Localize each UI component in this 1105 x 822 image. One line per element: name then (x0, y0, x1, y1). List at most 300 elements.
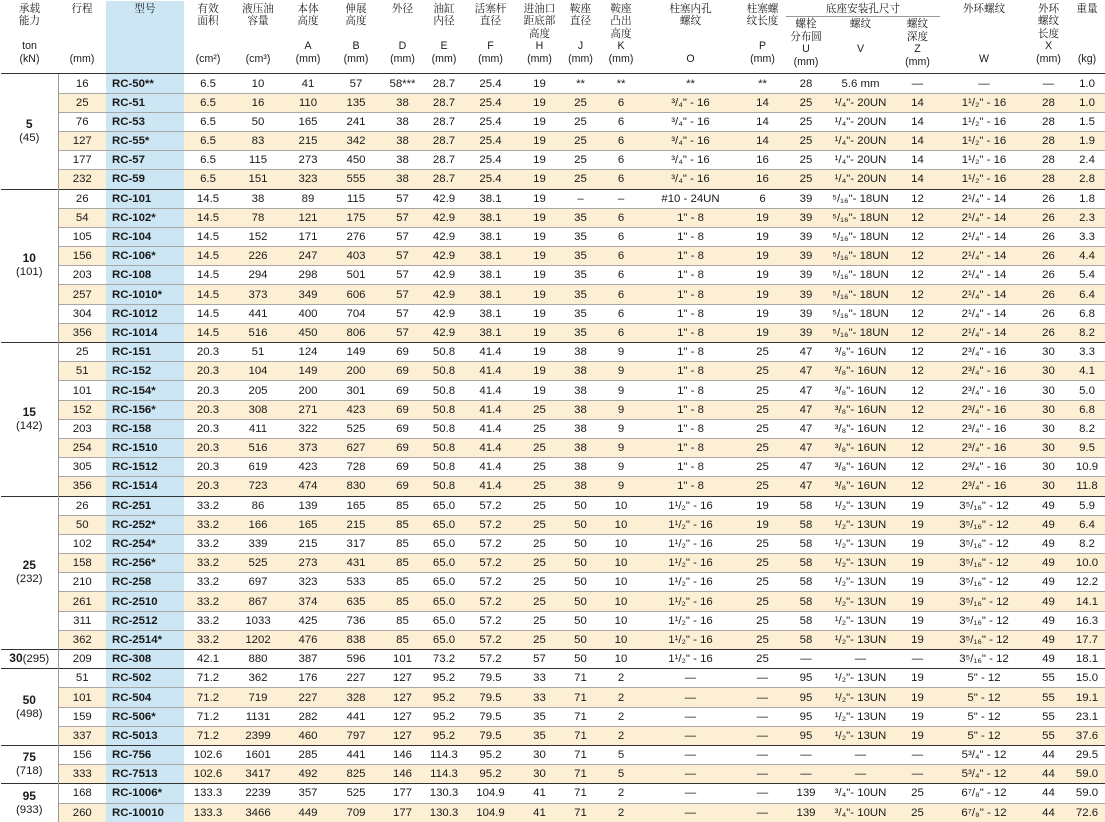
model-cell: RC-10010 (106, 803, 184, 822)
rod-cell: 25.4 (463, 112, 518, 131)
plunger-thread-length-cell: — (739, 803, 786, 822)
capacity-kn: (295) (22, 653, 50, 666)
inlet-height-cell: 25 (518, 592, 561, 611)
stroke-cell: 25 (58, 93, 106, 112)
base-thread-cell: ³/₈"- 16UN (826, 362, 895, 381)
base-thread-cell: ⁵/₁₆"- 18UN (826, 304, 895, 323)
table-body (1, 74, 1105, 822)
saddle-diameter-cell: 50 (561, 650, 600, 669)
saddle-protrusion-cell: 10 (600, 630, 642, 649)
weight-cell: 2.4 (1069, 151, 1105, 170)
weight-cell: 5.9 (1069, 496, 1105, 515)
model-cell: RC-156* (106, 400, 184, 419)
stroke-cell: 25 (58, 343, 106, 362)
model-cell: RC-1512 (106, 458, 184, 477)
collar-thread-cell: 3⁵/₁₆" - 12 (940, 515, 1028, 534)
oil-capacity-cell: 619 (232, 458, 284, 477)
extended-height-cell: 555 (332, 170, 380, 189)
oil-capacity-cell: 1131 (232, 707, 284, 726)
body-height-cell: 492 (284, 765, 332, 784)
weight-cell: 3.3 (1069, 227, 1105, 246)
extended-height-cell: 533 (332, 573, 380, 592)
table-row (1, 438, 1105, 457)
plunger-thread-length-cell: 25 (739, 381, 786, 400)
weight-cell: 1.5 (1069, 112, 1105, 131)
base-thread-cell: ⁵/₁₆"- 18UN (826, 247, 895, 266)
bolt-circle-cell: 28 (786, 74, 826, 93)
inlet-height-cell: 19 (518, 131, 561, 150)
collar-thread-length-cell: 26 (1028, 285, 1069, 304)
saddle-protrusion-cell: 2 (600, 784, 642, 803)
rod-cell: 95.2 (463, 745, 518, 764)
collar-thread-cell: 2³/₄" - 16 (940, 458, 1028, 477)
body-height-cell: 298 (284, 266, 332, 285)
base-thread-cell: — (826, 765, 895, 784)
collar-thread-cell: 3⁵/₁₆" - 12 (940, 554, 1028, 573)
header-rod: 活塞杆 直径 F (mm) (463, 1, 518, 74)
table-row (1, 726, 1105, 745)
table-row (1, 707, 1105, 726)
base-thread-cell: ⁵/₁₆"- 18UN (826, 208, 895, 227)
outer-diameter-cell: 69 (380, 477, 425, 496)
bore-cell: 28.7 (425, 74, 463, 93)
model-cell: RC-53 (106, 112, 184, 131)
saddle-protrusion-cell: 10 (600, 515, 642, 534)
rod-cell: 57.2 (463, 534, 518, 553)
body-height-cell: 165 (284, 112, 332, 131)
outer-diameter-cell: 38 (380, 93, 425, 112)
model-cell: RC-7513 (106, 765, 184, 784)
collar-thread-cell: 2¹/₄" - 14 (940, 304, 1028, 323)
stroke-cell: 159 (58, 707, 106, 726)
saddle-protrusion-cell: 2 (600, 726, 642, 745)
base-thread-depth-cell: 19 (895, 611, 940, 630)
table-row (1, 803, 1105, 822)
inlet-height-cell: 25 (518, 458, 561, 477)
plunger-thread-length-cell: — (739, 726, 786, 745)
base-thread-cell: ³/₈"- 16UN (826, 438, 895, 457)
header-effective-area: 有效 面积 (cm²) (184, 1, 232, 74)
outer-diameter-cell: 69 (380, 381, 425, 400)
base-thread-depth-cell: 12 (895, 477, 940, 496)
plunger-thread-length-cell: 6 (739, 189, 786, 208)
body-height-cell: 400 (284, 304, 332, 323)
saddle-diameter-cell: 71 (561, 688, 600, 707)
base-thread-cell: ¹/₂"- 13UN (826, 669, 895, 688)
saddle-diameter-cell: 25 (561, 151, 600, 170)
outer-diameter-cell: 69 (380, 400, 425, 419)
weight-cell: 17.7 (1069, 630, 1105, 649)
weight-cell: 2.8 (1069, 170, 1105, 189)
weight-cell: 6.8 (1069, 304, 1105, 323)
saddle-diameter-cell: 71 (561, 765, 600, 784)
table-row (1, 247, 1105, 266)
bore-cell: 42.9 (425, 266, 463, 285)
effective-area-cell: 20.3 (184, 400, 232, 419)
base-thread-cell: ¹/₂"- 13UN (826, 573, 895, 592)
saddle-protrusion-cell: 6 (600, 170, 642, 189)
inlet-height-cell: 25 (518, 515, 561, 534)
oil-capacity-cell: 2399 (232, 726, 284, 745)
oil-capacity-cell: 1601 (232, 745, 284, 764)
effective-area-cell: 33.2 (184, 573, 232, 592)
base-thread-cell: ³/₈"- 16UN (826, 343, 895, 362)
plunger-thread-cell: 1" - 8 (642, 227, 739, 246)
saddle-diameter-cell: 35 (561, 323, 600, 342)
plunger-thread-cell: — (642, 745, 739, 764)
collar-thread-cell: 3⁵/₁₆" - 12 (940, 650, 1028, 669)
bolt-circle-cell: 39 (786, 208, 826, 227)
effective-area-cell: 42.1 (184, 650, 232, 669)
inlet-height-cell: 19 (518, 247, 561, 266)
collar-thread-length-cell: 55 (1028, 669, 1069, 688)
extended-height-cell: 627 (332, 438, 380, 457)
stroke-cell: 232 (58, 170, 106, 189)
base-thread-cell: ⁵/₁₆"- 18UN (826, 323, 895, 342)
load-capacity-cell (1, 784, 58, 822)
header-oil-capacity: 液压油 容量 (cm³) (232, 1, 284, 74)
body-height-cell: 323 (284, 573, 332, 592)
effective-area-cell: 6.5 (184, 93, 232, 112)
oil-capacity-cell: 115 (232, 151, 284, 170)
plunger-thread-length-cell: ** (739, 74, 786, 93)
model-cell: RC-1010* (106, 285, 184, 304)
rod-cell: 41.4 (463, 400, 518, 419)
collar-thread-cell: 2³/₄" - 16 (940, 419, 1028, 438)
plunger-thread-cell: 1" - 8 (642, 381, 739, 400)
plunger-thread-length-cell: 25 (739, 438, 786, 457)
capacity-kn: (45) (19, 131, 40, 144)
outer-diameter-cell: 57 (380, 304, 425, 323)
stroke-cell: 156 (58, 745, 106, 764)
collar-thread-cell: 1¹/₂" - 16 (940, 131, 1028, 150)
body-height-cell: 273 (284, 554, 332, 573)
oil-capacity-cell: 723 (232, 477, 284, 496)
weight-cell: 1.0 (1069, 93, 1105, 112)
collar-thread-cell: 6⁷/₈" - 12 (940, 784, 1028, 803)
body-height-cell: 423 (284, 458, 332, 477)
collar-thread-length-cell: 44 (1028, 765, 1069, 784)
outer-diameter-cell: 85 (380, 573, 425, 592)
header-weight: 重量 (kg) (1069, 1, 1105, 74)
body-height-cell: 247 (284, 247, 332, 266)
collar-thread-length-cell: 28 (1028, 131, 1069, 150)
collar-thread-length-cell: 44 (1028, 745, 1069, 764)
bore-cell: 65.0 (425, 592, 463, 611)
oil-capacity-cell: 362 (232, 669, 284, 688)
bore-cell: 65.0 (425, 515, 463, 534)
rod-cell: 25.4 (463, 74, 518, 93)
effective-area-cell: 14.5 (184, 323, 232, 342)
header-body-height: 本体 高度 A (mm) (284, 1, 332, 74)
inlet-height-cell: 19 (518, 170, 561, 189)
body-height-cell: 215 (284, 534, 332, 553)
model-cell: RC-1014 (106, 323, 184, 342)
saddle-diameter-cell: 35 (561, 208, 600, 227)
table-row (1, 112, 1105, 131)
plunger-thread-cell: 1" - 8 (642, 266, 739, 285)
base-thread-cell: ³/₈"- 16UN (826, 419, 895, 438)
model-cell: RC-152 (106, 362, 184, 381)
stroke-cell: 127 (58, 131, 106, 150)
base-thread-depth-cell: 12 (895, 304, 940, 323)
bore-cell: 50.8 (425, 381, 463, 400)
oil-capacity-cell: 411 (232, 419, 284, 438)
stroke-cell: 337 (58, 726, 106, 745)
plunger-thread-length-cell: 25 (739, 400, 786, 419)
capacity-ton: 95 (22, 788, 36, 803)
extended-height-cell: 227 (332, 669, 380, 688)
plunger-thread-cell: ³/₄" - 16 (642, 151, 739, 170)
body-height-cell: 176 (284, 669, 332, 688)
table-row (1, 285, 1105, 304)
model-cell: RC-102* (106, 208, 184, 227)
oil-capacity-cell: 880 (232, 650, 284, 669)
collar-thread-cell: 2¹/₄" - 14 (940, 227, 1028, 246)
table-row (1, 515, 1105, 534)
model-cell: RC-2514* (106, 630, 184, 649)
saddle-protrusion-cell: 10 (600, 534, 642, 553)
bolt-circle-cell: 47 (786, 458, 826, 477)
saddle-diameter-cell: 38 (561, 400, 600, 419)
model-cell: RC-101 (106, 189, 184, 208)
collar-thread-length-cell: 28 (1028, 151, 1069, 170)
saddle-diameter-cell: 35 (561, 247, 600, 266)
collar-thread-length-cell: 49 (1028, 650, 1069, 669)
effective-area-cell: 71.2 (184, 707, 232, 726)
rod-cell: 41.4 (463, 419, 518, 438)
stroke-cell: 203 (58, 419, 106, 438)
collar-thread-length-cell: 49 (1028, 515, 1069, 534)
inlet-height-cell: 25 (518, 477, 561, 496)
collar-thread-cell: 5" - 12 (940, 707, 1028, 726)
outer-diameter-cell: 38 (380, 170, 425, 189)
plunger-thread-length-cell: 16 (739, 170, 786, 189)
capacity-ton: 30 (9, 651, 23, 666)
plunger-thread-length-cell: 14 (739, 93, 786, 112)
inlet-height-cell: 33 (518, 688, 561, 707)
saddle-protrusion-cell: 6 (600, 227, 642, 246)
saddle-protrusion-cell: 6 (600, 304, 642, 323)
outer-diameter-cell: 57 (380, 323, 425, 342)
inlet-height-cell: 41 (518, 784, 561, 803)
saddle-protrusion-cell: 5 (600, 765, 642, 784)
table-row (1, 419, 1105, 438)
base-thread-depth-cell: — (895, 650, 940, 669)
header-extended-height: 伸展 高度 B (mm) (332, 1, 380, 74)
collar-thread-cell: 5" - 12 (940, 688, 1028, 707)
weight-cell: 5.0 (1069, 381, 1105, 400)
table-header (1, 1, 1105, 74)
saddle-diameter-cell: 50 (561, 534, 600, 553)
inlet-height-cell: 30 (518, 745, 561, 764)
plunger-thread-cell: 1" - 8 (642, 247, 739, 266)
base-thread-depth-cell: 12 (895, 343, 940, 362)
bolt-circle-cell: 139 (786, 784, 826, 803)
base-thread-cell: ³/₈"- 16UN (826, 381, 895, 400)
stroke-cell: 305 (58, 458, 106, 477)
stroke-cell: 177 (58, 151, 106, 170)
base-thread-depth-cell: 19 (895, 592, 940, 611)
plunger-thread-cell: ³/₄" - 16 (642, 93, 739, 112)
effective-area-cell: 14.5 (184, 266, 232, 285)
base-thread-depth-cell: 14 (895, 151, 940, 170)
oil-capacity-cell: 226 (232, 247, 284, 266)
model-cell: RC-1006* (106, 784, 184, 803)
extended-height-cell: 709 (332, 803, 380, 822)
plunger-thread-cell: ** (642, 74, 739, 93)
rod-cell: 41.4 (463, 458, 518, 477)
plunger-thread-cell: — (642, 726, 739, 745)
rod-cell: 41.4 (463, 477, 518, 496)
body-height-cell: 227 (284, 688, 332, 707)
saddle-protrusion-cell: 5 (600, 745, 642, 764)
plunger-thread-length-cell: 19 (739, 247, 786, 266)
effective-area-cell: 102.6 (184, 745, 232, 764)
rod-cell: 41.4 (463, 438, 518, 457)
body-height-cell: 322 (284, 419, 332, 438)
base-thread-cell: ¹/₂"- 13UN (826, 515, 895, 534)
bore-cell: 65.0 (425, 496, 463, 515)
base-thread-depth-cell: 12 (895, 419, 940, 438)
oil-capacity-cell: 104 (232, 362, 284, 381)
table-row (1, 362, 1105, 381)
oil-capacity-cell: 51 (232, 343, 284, 362)
collar-thread-length-cell: 44 (1028, 803, 1069, 822)
load-capacity-cell (1, 343, 58, 497)
header-base-thread: 螺纹 V (826, 17, 895, 74)
base-thread-depth-cell: 14 (895, 93, 940, 112)
saddle-diameter-cell: 50 (561, 496, 600, 515)
extended-height-cell: 431 (332, 554, 380, 573)
capacity-kn: (101) (15, 266, 43, 279)
weight-cell: 6.4 (1069, 285, 1105, 304)
base-thread-cell: ¹/₄"- 20UN (826, 151, 895, 170)
collar-thread-cell: 5³/₄" - 12 (940, 745, 1028, 764)
plunger-thread-length-cell: 25 (739, 458, 786, 477)
table-row (1, 554, 1105, 573)
model-cell: RC-50** (106, 74, 184, 93)
rod-cell: 38.1 (463, 266, 518, 285)
base-thread-depth-cell: 12 (895, 247, 940, 266)
collar-thread-length-cell: 26 (1028, 189, 1069, 208)
bore-cell: 28.7 (425, 93, 463, 112)
collar-thread-length-cell: 44 (1028, 784, 1069, 803)
oil-capacity-cell: 16 (232, 93, 284, 112)
extended-height-cell: 441 (332, 745, 380, 764)
saddle-protrusion-cell: 6 (600, 112, 642, 131)
effective-area-cell: 14.5 (184, 247, 232, 266)
bolt-circle-cell: 47 (786, 400, 826, 419)
extended-height-cell: 301 (332, 381, 380, 400)
saddle-diameter-cell: 71 (561, 726, 600, 745)
saddle-diameter-cell: 35 (561, 285, 600, 304)
model-cell: RC-256* (106, 554, 184, 573)
base-thread-cell: ¹/₄"- 20UN (826, 93, 895, 112)
saddle-diameter-cell: 50 (561, 611, 600, 630)
bore-cell: 130.3 (425, 784, 463, 803)
body-height-cell: 357 (284, 784, 332, 803)
body-height-cell: 425 (284, 611, 332, 630)
stroke-cell: 51 (58, 362, 106, 381)
base-thread-cell: ³/₈"- 16UN (826, 477, 895, 496)
base-thread-cell: ¹/₂"- 13UN (826, 592, 895, 611)
header-plunger-thread-length: 柱塞螺 纹长度 P (mm) (739, 1, 786, 74)
rod-cell: 25.4 (463, 170, 518, 189)
bolt-circle-cell: 95 (786, 688, 826, 707)
body-height-cell: 139 (284, 496, 332, 515)
oil-capacity-cell: 1202 (232, 630, 284, 649)
saddle-protrusion-cell: 9 (600, 343, 642, 362)
bolt-circle-cell: 58 (786, 515, 826, 534)
weight-cell: 12.2 (1069, 573, 1105, 592)
extended-height-cell: 328 (332, 688, 380, 707)
bolt-circle-cell: 47 (786, 477, 826, 496)
bore-cell: 42.9 (425, 227, 463, 246)
oil-capacity-cell: 308 (232, 400, 284, 419)
table-row (1, 266, 1105, 285)
rod-cell: 38.1 (463, 247, 518, 266)
saddle-diameter-cell: 38 (561, 477, 600, 496)
inlet-height-cell: 25 (518, 534, 561, 553)
header-bolt-circle: 螺栓 分布圆 U (mm) (786, 17, 826, 74)
weight-cell: 8.2 (1069, 419, 1105, 438)
body-height-cell: 476 (284, 630, 332, 649)
saddle-protrusion-cell: 10 (600, 611, 642, 630)
saddle-protrusion-cell: 9 (600, 381, 642, 400)
outer-diameter-cell: 57 (380, 285, 425, 304)
weight-cell: 10.9 (1069, 458, 1105, 477)
bolt-circle-cell: 39 (786, 266, 826, 285)
load-capacity-cell (1, 745, 58, 783)
plunger-thread-cell: 1¹/₂" - 16 (642, 496, 739, 515)
stroke-cell: 152 (58, 400, 106, 419)
plunger-thread-cell: ³/₄" - 16 (642, 131, 739, 150)
oil-capacity-cell: 166 (232, 515, 284, 534)
saddle-protrusion-cell: 10 (600, 554, 642, 573)
weight-cell: 29.5 (1069, 745, 1105, 764)
stroke-cell: 168 (58, 784, 106, 803)
body-height-cell: 285 (284, 745, 332, 764)
extended-height-cell: 606 (332, 285, 380, 304)
table-row (1, 496, 1105, 515)
base-thread-cell: ⁵/₁₆"- 18UN (826, 227, 895, 246)
table-row (1, 74, 1105, 93)
saddle-protrusion-cell: 2 (600, 707, 642, 726)
table-row (1, 592, 1105, 611)
collar-thread-length-cell: 49 (1028, 534, 1069, 553)
bore-cell: 28.7 (425, 170, 463, 189)
base-thread-depth-cell: 14 (895, 131, 940, 150)
bolt-circle-cell: 139 (786, 803, 826, 822)
plunger-thread-cell: 1" - 8 (642, 304, 739, 323)
table-row (1, 573, 1105, 592)
rod-cell: 38.1 (463, 227, 518, 246)
bolt-circle-cell: 95 (786, 669, 826, 688)
base-thread-depth-cell: 25 (895, 803, 940, 822)
base-thread-depth-cell: 12 (895, 323, 940, 342)
collar-thread-length-cell: 30 (1028, 400, 1069, 419)
capacity-kn: (718) (15, 765, 43, 778)
bolt-circle-cell: 25 (786, 131, 826, 150)
table-row (1, 189, 1105, 208)
plunger-thread-length-cell: 25 (739, 419, 786, 438)
weight-cell: 10.0 (1069, 554, 1105, 573)
stroke-cell: 16 (58, 74, 106, 93)
weight-cell: 1.8 (1069, 189, 1105, 208)
outer-diameter-cell: 69 (380, 438, 425, 457)
plunger-thread-length-cell: 25 (739, 343, 786, 362)
